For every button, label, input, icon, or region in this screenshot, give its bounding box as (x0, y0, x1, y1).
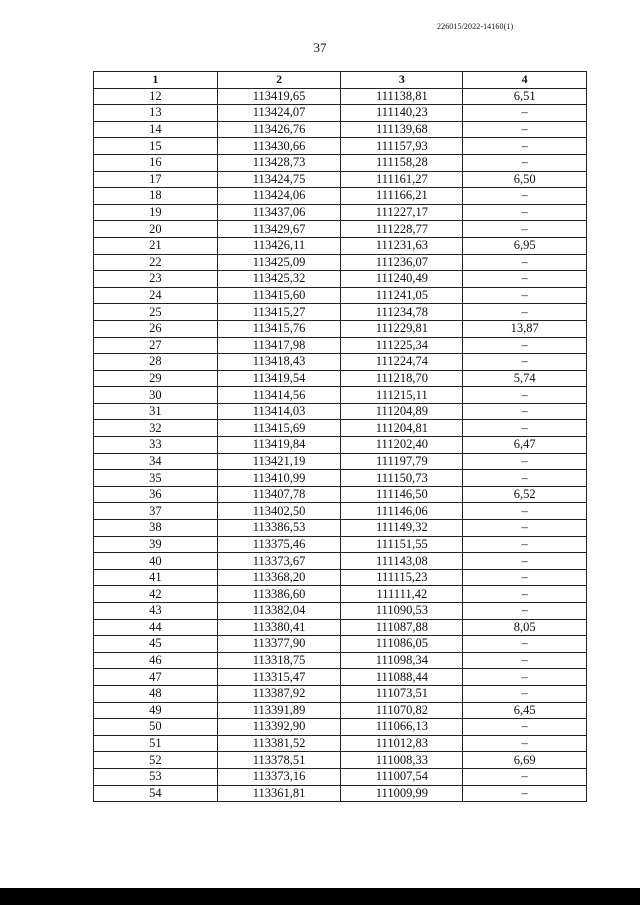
table-cell: 111231,63 (341, 237, 463, 254)
table-cell: – (463, 304, 587, 321)
table-cell: – (463, 768, 587, 785)
table-cell: 111240,49 (341, 271, 463, 288)
table-cell: 16 (94, 154, 218, 171)
table-cell: – (463, 470, 587, 487)
table-header-row (94, 72, 587, 89)
table-cell: 36 (94, 486, 218, 503)
table-cell: 26 (94, 320, 218, 337)
table-cell: 113318,75 (217, 652, 341, 669)
table-cell: 12 (94, 88, 218, 105)
table-cell: 111008,33 (341, 752, 463, 769)
table-cell: 19 (94, 204, 218, 221)
column-header: 1 (94, 72, 218, 89)
table-cell: 111090,53 (341, 603, 463, 620)
table-cell: 113415,69 (217, 420, 341, 437)
column-header: 3 (341, 72, 463, 89)
table-cell: – (463, 785, 587, 802)
table-cell: 113414,03 (217, 403, 341, 420)
table-row (94, 437, 587, 454)
table-cell: – (463, 503, 587, 520)
table-cell: – (463, 121, 587, 138)
table-cell: – (463, 105, 587, 122)
table-cell: 52 (94, 752, 218, 769)
page-number: 37 (313, 40, 327, 55)
table-row (94, 237, 587, 254)
table-cell: – (463, 204, 587, 221)
table-cell: 111143,08 (341, 553, 463, 570)
table-row (94, 486, 587, 503)
table-cell: 6,52 (463, 486, 587, 503)
table-cell: 13 (94, 105, 218, 122)
table-row (94, 603, 587, 620)
table-row (94, 586, 587, 603)
table-cell: 23 (94, 271, 218, 288)
table-cell: 47 (94, 669, 218, 686)
table-row (94, 752, 587, 769)
table-cell: 113419,84 (217, 437, 341, 454)
table-cell: 5,74 (463, 370, 587, 387)
table-row (94, 420, 587, 437)
table-cell: 40 (94, 553, 218, 570)
table-cell: 31 (94, 403, 218, 420)
table-body (94, 88, 587, 802)
table-cell: – (463, 569, 587, 586)
table-cell: – (463, 221, 587, 238)
table-cell: 113429,67 (217, 221, 341, 238)
table-row (94, 536, 587, 553)
table-cell: 21 (94, 237, 218, 254)
table-cell: 113373,16 (217, 768, 341, 785)
table-row (94, 719, 587, 736)
table-cell: 111161,27 (341, 171, 463, 188)
table-cell: 111202,40 (341, 437, 463, 454)
table-cell: 111070,82 (341, 702, 463, 719)
table-cell: 111098,34 (341, 652, 463, 669)
table-cell: 43 (94, 603, 218, 620)
table-cell: – (463, 685, 587, 702)
table-cell: 24 (94, 287, 218, 304)
table-row (94, 768, 587, 785)
table-cell: 113386,53 (217, 520, 341, 537)
table-row (94, 88, 587, 105)
table-row (94, 320, 587, 337)
table-cell: 111138,81 (341, 88, 463, 105)
table-cell: 113392,90 (217, 719, 341, 736)
table-cell: 113426,76 (217, 121, 341, 138)
table-cell: 111066,13 (341, 719, 463, 736)
table-row (94, 105, 587, 122)
table-cell: 111204,89 (341, 403, 463, 420)
table-row (94, 785, 587, 802)
table-row (94, 636, 587, 653)
table-cell: 14 (94, 121, 218, 138)
table-row (94, 669, 587, 686)
table-cell: 111197,79 (341, 453, 463, 470)
table-cell: 20 (94, 221, 218, 238)
table-cell: – (463, 287, 587, 304)
table-cell: 111224,74 (341, 354, 463, 371)
table-cell: 113415,60 (217, 287, 341, 304)
column-header: 2 (217, 72, 341, 89)
table-cell: 32 (94, 420, 218, 437)
table-cell: 111218,70 (341, 370, 463, 387)
table-cell: 113410,99 (217, 470, 341, 487)
table-row (94, 702, 587, 719)
table-cell: 6,69 (463, 752, 587, 769)
table-cell: 113368,20 (217, 569, 341, 586)
table-cell: 113426,11 (217, 237, 341, 254)
table-cell: 113415,27 (217, 304, 341, 321)
table-cell: 6,95 (463, 237, 587, 254)
table-cell: 25 (94, 304, 218, 321)
table-cell: 41 (94, 569, 218, 586)
table-cell: 29 (94, 370, 218, 387)
table-cell: 50 (94, 719, 218, 736)
table-cell: 111215,11 (341, 387, 463, 404)
table-cell: 6,47 (463, 437, 587, 454)
table-cell: 111087,88 (341, 619, 463, 636)
table-cell: 111007,54 (341, 768, 463, 785)
table-cell: – (463, 520, 587, 537)
table-cell: 113373,67 (217, 553, 341, 570)
table-row (94, 221, 587, 238)
table-row (94, 271, 587, 288)
table-row (94, 254, 587, 271)
table-cell: 111166,21 (341, 188, 463, 205)
coordinates-table (93, 71, 587, 802)
table-cell: 113377,90 (217, 636, 341, 653)
table-cell: 113419,65 (217, 88, 341, 105)
table-cell: 111234,78 (341, 304, 463, 321)
table-cell: 113375,46 (217, 536, 341, 553)
table-cell: 113381,52 (217, 735, 341, 752)
table-cell: – (463, 271, 587, 288)
table-cell: 6,45 (463, 702, 587, 719)
table-row (94, 652, 587, 669)
table-cell: 111157,93 (341, 138, 463, 155)
table-row (94, 370, 587, 387)
table-row (94, 520, 587, 537)
table-cell: 113418,43 (217, 354, 341, 371)
column-header: 4 (463, 72, 587, 89)
table-cell: 113437,06 (217, 204, 341, 221)
table-cell: 51 (94, 735, 218, 752)
table-cell: 111158,28 (341, 154, 463, 171)
table-cell: 111009,99 (341, 785, 463, 802)
table-cell: 46 (94, 652, 218, 669)
table-cell: 27 (94, 337, 218, 354)
table-row (94, 138, 587, 155)
table-row (94, 171, 587, 188)
table-cell: 111146,06 (341, 503, 463, 520)
table-row (94, 337, 587, 354)
table-cell: 48 (94, 685, 218, 702)
table-cell: 6,50 (463, 171, 587, 188)
table-cell: – (463, 636, 587, 653)
table-row (94, 619, 587, 636)
document-reference: 226015/2022-14160(1) (437, 22, 514, 31)
table-row (94, 387, 587, 404)
table-cell: 17 (94, 171, 218, 188)
table-cell: – (463, 354, 587, 371)
table-cell: – (463, 586, 587, 603)
scan-edge-bar (0, 888, 640, 905)
table-cell: – (463, 669, 587, 686)
table-row (94, 154, 587, 171)
table-cell: 18 (94, 188, 218, 205)
table-cell: 113424,06 (217, 188, 341, 205)
table-row (94, 470, 587, 487)
table-cell: – (463, 254, 587, 271)
table-cell: 111073,51 (341, 685, 463, 702)
table-row (94, 188, 587, 205)
table-cell: – (463, 420, 587, 437)
table-cell: 6,51 (463, 88, 587, 105)
table-cell: 39 (94, 536, 218, 553)
table-cell: 45 (94, 636, 218, 653)
table-cell: 113421,19 (217, 453, 341, 470)
table-row (94, 204, 587, 221)
table-cell: 111088,44 (341, 669, 463, 686)
table-cell: 113380,41 (217, 619, 341, 636)
table-cell: 111151,55 (341, 536, 463, 553)
table-cell: 113391,89 (217, 702, 341, 719)
table-cell: 111115,23 (341, 569, 463, 586)
table-cell: 111012,83 (341, 735, 463, 752)
table-row (94, 403, 587, 420)
table-cell: – (463, 453, 587, 470)
table-cell: 8,05 (463, 619, 587, 636)
table-cell: 113424,75 (217, 171, 341, 188)
table-cell: 113425,32 (217, 271, 341, 288)
table-cell: 111227,17 (341, 204, 463, 221)
table-cell: 111236,07 (341, 254, 463, 271)
table-cell: 113402,50 (217, 503, 341, 520)
table-cell: 113361,81 (217, 785, 341, 802)
table-cell: 113386,60 (217, 586, 341, 603)
table-cell: 113424,07 (217, 105, 341, 122)
table-cell: – (463, 603, 587, 620)
table-cell: 111146,50 (341, 486, 463, 503)
table-cell: 15 (94, 138, 218, 155)
table-cell: 22 (94, 254, 218, 271)
table-row (94, 304, 587, 321)
table-cell: 33 (94, 437, 218, 454)
table-cell: 111241,05 (341, 287, 463, 304)
table-cell: – (463, 652, 587, 669)
table-row (94, 287, 587, 304)
table-cell: 113387,92 (217, 685, 341, 702)
table-cell: 111225,34 (341, 337, 463, 354)
table-row (94, 553, 587, 570)
table-cell: 42 (94, 586, 218, 603)
table-cell: 44 (94, 619, 218, 636)
table-cell: – (463, 387, 587, 404)
table-cell: 111150,73 (341, 470, 463, 487)
table-row (94, 503, 587, 520)
table-cell: – (463, 735, 587, 752)
table-row (94, 685, 587, 702)
table-cell: 113417,98 (217, 337, 341, 354)
table-cell: 49 (94, 702, 218, 719)
table-cell: 113428,73 (217, 154, 341, 171)
table-cell: 53 (94, 768, 218, 785)
table-cell: 113425,09 (217, 254, 341, 271)
table-cell: – (463, 138, 587, 155)
table-cell: 111139,68 (341, 121, 463, 138)
table-cell: 113430,66 (217, 138, 341, 155)
table-cell: – (463, 536, 587, 553)
table-cell: 34 (94, 453, 218, 470)
table-cell: 113382,04 (217, 603, 341, 620)
table-cell: 13,87 (463, 320, 587, 337)
table-cell: – (463, 337, 587, 354)
table-cell: 111149,32 (341, 520, 463, 537)
table-cell: 54 (94, 785, 218, 802)
table-cell: 113415,76 (217, 320, 341, 337)
table-cell: 111086,05 (341, 636, 463, 653)
table-row (94, 121, 587, 138)
table-cell: 37 (94, 503, 218, 520)
table-row (94, 569, 587, 586)
table-cell: 28 (94, 354, 218, 371)
table-cell: 111140,23 (341, 105, 463, 122)
table-cell: 111228,77 (341, 221, 463, 238)
table-cell: 113419,54 (217, 370, 341, 387)
table-cell: – (463, 188, 587, 205)
table-row (94, 735, 587, 752)
table-cell: – (463, 403, 587, 420)
table-cell: 113407,78 (217, 486, 341, 503)
table-cell: 113315,47 (217, 669, 341, 686)
table-cell: – (463, 719, 587, 736)
table-row (94, 453, 587, 470)
table-cell: – (463, 154, 587, 171)
table-cell: 111111,42 (341, 586, 463, 603)
table-row (94, 354, 587, 371)
table-cell: – (463, 553, 587, 570)
table-cell: 113414,56 (217, 387, 341, 404)
table-cell: 30 (94, 387, 218, 404)
table-cell: 113378,51 (217, 752, 341, 769)
table-cell: 35 (94, 470, 218, 487)
table-cell: 111204,81 (341, 420, 463, 437)
table-cell: 111229,81 (341, 320, 463, 337)
table-cell: 38 (94, 520, 218, 537)
